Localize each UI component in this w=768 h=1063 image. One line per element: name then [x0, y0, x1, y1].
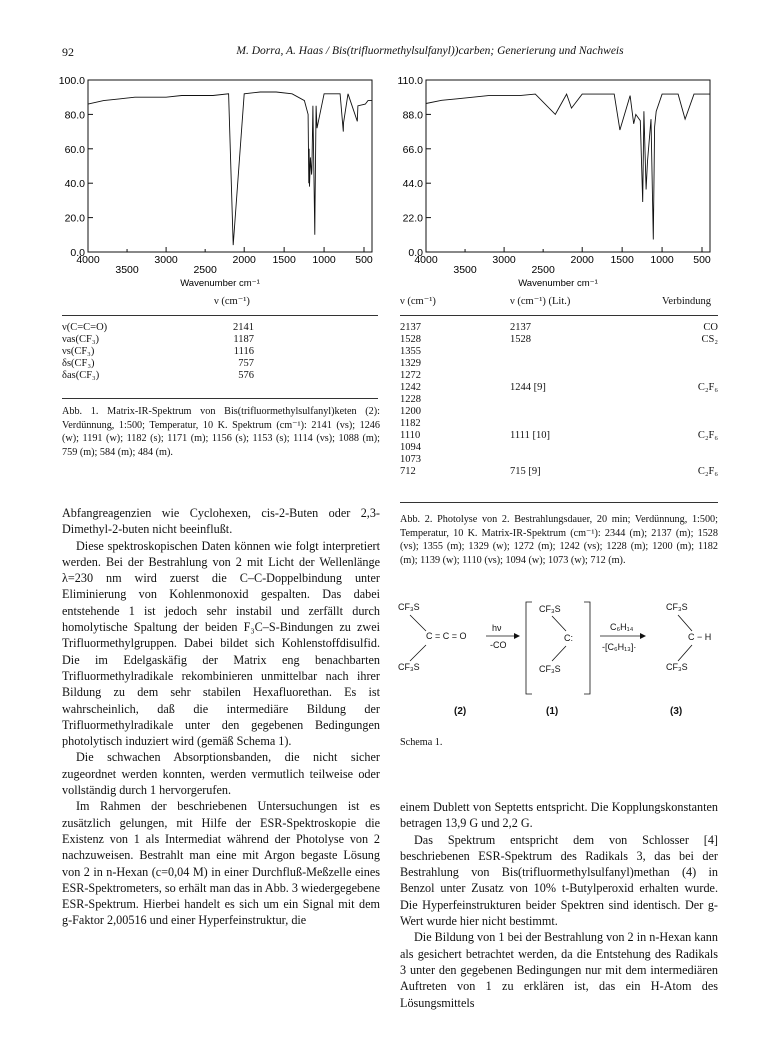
table-cell: 1182: [400, 418, 421, 429]
table-2-header: [400, 296, 718, 308]
table-cell: 1228: [400, 394, 421, 405]
x-tick-label: 3500: [115, 264, 139, 276]
x-tick-label: 500: [693, 254, 711, 266]
y-tick-label: 110.0: [397, 75, 423, 87]
table-row: [400, 334, 718, 346]
x-tick-label: 500: [355, 254, 373, 266]
wavenumber-value: 576: [238, 370, 254, 381]
compound-3-label: (3): [670, 706, 683, 717]
table-row: [62, 322, 378, 334]
table-cell: 715 [9]: [510, 466, 541, 477]
figure-2-caption: Abb. 2. Photolyse von 2. Bestrahlungsdauer, 20 min; Verdünnung, 1:500; Temperatur, 10 K. Matrix-IR-Spektrum (cm⁻¹): 2344 (m); 2137 (m); 1528 (vs); 1355 (m); 1329 (w); 1272 (m); 1242 (vs); 1228 (m); 1200 (m); 1182 (m); 1139 (w); 1110 (vs); 1094 (w); 1073 (w); 712 (m).: [400, 514, 718, 566]
table-cell: 1242: [400, 382, 421, 393]
table-cell: 1110: [400, 430, 421, 441]
y-tick-label: 80.0: [64, 109, 85, 122]
paragraph: Abfangreagenzien wie Cyclohexen, cis-2-Buten oder 2,3-Dimethyl-2-buten nicht beeinflußt.: [62, 506, 380, 537]
x-axis-label: Wavenumber cm⁻¹: [518, 278, 598, 289]
table-cell: C₂F₆: [697, 430, 718, 441]
table-row: [400, 394, 718, 406]
table-cell: [662, 346, 718, 358]
table-cell: 1272: [400, 370, 421, 381]
x-tick-label: 1000: [312, 254, 336, 266]
table-cell: [662, 370, 718, 382]
page-number: 92: [62, 45, 74, 59]
x-tick-label: 1500: [610, 254, 634, 266]
x-tick-label: 2500: [531, 264, 555, 276]
table-2-col-3: Verbindung: [662, 296, 711, 307]
table-row: [62, 370, 378, 382]
table-1-body: [62, 322, 378, 382]
x-axis-label: Wavenumber cm⁻¹: [180, 278, 260, 289]
x-tick-label: 3000: [492, 254, 516, 266]
plot-frame: [88, 80, 372, 252]
compound-2-label: (2): [454, 706, 467, 717]
table-cell: [662, 358, 718, 370]
x-tick-label: 1000: [650, 254, 674, 266]
paragraph: Im Rahmen der beschriebenen Untersuchungen ist es zusätzlich gelungen, mit Hilfe der ESR-Spektroskopie die Existenz von 1 als Intermediat während der Photolyse von 2 nachzuweisen. Bestrahlt man eine mit Argon begaste Lösung von 2 in n-Hexan (c=0,04 M) in einer Durchfluß-Meßzelle eines ESR-Spektrometers, so erhält man das in Abb. 3 wiedergegebene ESR-Spektrum. Hierbei handelt es sich um ein Signal mit dem g-Faktor 2,00516 und einer Hyperfeinstruktur, die: [62, 799, 380, 928]
hexane-label: C₆H₁₄: [610, 622, 634, 632]
x-tick-label: 2500: [193, 264, 217, 276]
table-cell: C₂F₆: [697, 466, 718, 477]
y-tick-label: 88.0: [402, 109, 423, 122]
cf3s-label: CF₃S: [398, 662, 420, 672]
y-tick-label: 22.0: [402, 212, 423, 225]
wavenumber-value: 757: [238, 358, 254, 369]
table-row: [62, 346, 378, 358]
table-row: [400, 454, 718, 466]
table-cell: [510, 358, 662, 370]
table-cell: [510, 418, 662, 430]
paragraph: Die Bildung von 1 bei der Bestrahlung von 2 in n-Hexan kann als gesichert betrachtet werden, da die Entstehung des Radikals 3 unter den gegebenen Bedingungen nur mit dem intermediären Auftreten von 1 zu erklären ist, das ein H-Atom des Lösungsmittels: [400, 930, 718, 1010]
table-cell: [662, 442, 718, 454]
left-column-text: [62, 505, 380, 929]
table-cell: 1073: [400, 454, 421, 465]
ir-spectrum-chart-1: [40, 68, 380, 300]
table-cell: CO: [703, 322, 718, 333]
hv-label: hν: [492, 623, 502, 633]
vibration-label: νs(CF₃): [62, 346, 95, 357]
y-tick-label: 0.0: [408, 247, 423, 259]
y-tick-label: 66.0: [402, 143, 423, 156]
table-cell: 1244 [9]: [510, 382, 546, 393]
hexyl-label: -[C₆H₁₃]·: [602, 642, 637, 652]
table-cell: [510, 394, 662, 406]
table-2-col-2: ν (cm⁻¹) (Lit.): [510, 296, 571, 307]
table-cell: C₂F₆: [697, 382, 718, 393]
table-row: [400, 418, 718, 430]
figure-1-caption: Abb. 1. Matrix-IR-Spektrum von Bis(trifluormethylsulfanyl)keten (2): Verdünnung, 1:500; Temperatur, 10 K. Spektrum (cm⁻¹): 2141 (vs); 1246 (w); 1191 (w); 1182 (s); 1171 (m); 1156 (s); 1153 (s); 1114 (vs); 1088 (m); 759 (m); 584 (m); 484 (m).: [62, 406, 380, 458]
y-tick-label: 40.0: [64, 178, 85, 191]
table-cell: CS₂: [701, 334, 718, 345]
table-1-col-header: ν (cm⁻¹): [214, 296, 250, 307]
x-tick-label: 4000: [414, 254, 438, 266]
cf3s-label: CF₃S: [539, 664, 561, 674]
x-tick-label: 3000: [154, 254, 178, 266]
table-cell: 1111 [10]: [510, 430, 550, 441]
table-cell: [662, 406, 718, 418]
running-title: M. Dorra, A. Haas / Bis(trifluormethylsulfanyl))carben; Generierung und Nachweis: [236, 45, 624, 57]
table-2-col-1: ν (cm⁻¹): [400, 296, 436, 307]
minus-co-label: -CO: [490, 640, 507, 650]
table-cell: 2137: [400, 322, 421, 333]
table-row: [400, 406, 718, 418]
x-tick-label: 3500: [453, 264, 477, 276]
table-row: [400, 346, 718, 358]
table-cell: [662, 394, 718, 406]
table-row: [400, 322, 718, 334]
table-row: [400, 466, 718, 478]
paragraph: einem Dublett von Septetts entspricht. Die Kopplungskonstanten betragen 13,9 G und 2,2 G.: [400, 800, 718, 831]
carbene-carbon: C:: [564, 633, 573, 643]
cf3s-label: CF₃S: [666, 602, 688, 612]
table-cell: [662, 418, 718, 430]
table-cell: [510, 442, 662, 454]
table-cell: [510, 406, 662, 418]
radical-carbon: C − H: [688, 632, 712, 642]
table-cell: [662, 454, 718, 466]
table-cell: [510, 346, 662, 358]
table-1: [62, 296, 378, 308]
cf3s-label: CF₃S: [539, 604, 561, 614]
table-row: [400, 430, 718, 442]
schema-caption: Schema 1.: [400, 737, 443, 748]
table-cell: 1200: [400, 406, 421, 417]
ketene-formula: C = C = O: [426, 631, 467, 641]
x-tick-label: 4000: [76, 254, 100, 266]
y-tick-label: 0.0: [70, 247, 85, 259]
x-tick-label: 2000: [570, 254, 594, 266]
x-tick-label: 2000: [232, 254, 256, 266]
y-tick-label: 60.0: [64, 143, 85, 156]
table-row: [400, 370, 718, 382]
table-row: [62, 358, 378, 370]
table-cell: 1355: [400, 346, 421, 357]
wavenumber-value: 1187: [233, 334, 254, 345]
y-tick-label: 44.0: [402, 178, 423, 191]
table-row: [400, 442, 718, 454]
compound-1-label: (1): [546, 706, 559, 717]
paragraph: Diese spektroskopischen Daten können wie folgt interpretiert werden. Bei der Bestrahlung von 2 mit Licht der Wellenlänge λ=230 nm wird zuerst die C–C-Doppelbindung unter Eliminierung von Kohlenmonoxid gespalten. Das dabei entstehende 1 ist jedoch sehr instabil und zerfällt durch homolytische Spaltung der beiden F₃C–S-Bindungen zu zwei Trifluormethylgruppen. Dabei bildet sich Kohlenstoffdisulfid. Die im Edelgaskäfig der Matrix eng benachbarten Trifluormethylradikale rekombinieren unmittelbar nach ihrer Bildung zu dem sehr stabilen Hexafluorethan. Es ist wahrscheinlich, daß die intermediäre Bildung der Trifluormethylradikale unter den gegebenen Bedingungen photolytisch induziert wird (gemäß Schema 1).: [62, 538, 380, 749]
paragraph: Die schwachen Absorptionsbanden, die nicht sicher zugeordnet werden konnten, werden vermutlich teilweise oder vollständig durch 1 hervorgerufen.: [62, 750, 380, 798]
wavenumber-value: 2141: [233, 322, 254, 333]
vibration-label: δs(CF₃): [62, 358, 95, 369]
y-tick-label: 20.0: [64, 212, 85, 225]
table-cell: 1094: [400, 442, 421, 453]
table-2-body: [400, 322, 718, 478]
table-cell: [510, 454, 662, 466]
plot-frame: [426, 80, 710, 252]
x-tick-label: 1500: [272, 254, 296, 266]
table-cell: [510, 370, 662, 382]
ir-spectrum-chart-2: [378, 68, 718, 300]
table-cell: 2137: [510, 322, 531, 333]
spectrum-line: [88, 92, 372, 245]
spectrum-line: [426, 94, 710, 239]
table-cell: 1528: [510, 334, 531, 345]
vibration-label: ν(C=C=O): [62, 322, 108, 333]
vibration-label: δas(CF₃): [62, 370, 100, 381]
table-cell: 1329: [400, 358, 421, 369]
table-row: [400, 382, 718, 394]
table-cell: 712: [400, 466, 416, 477]
wavenumber-value: 1116: [233, 346, 254, 357]
reaction-scheme: [396, 598, 722, 728]
right-column-text: [400, 799, 718, 1011]
table-row: [62, 334, 378, 346]
y-tick-label: 100.0: [58, 75, 85, 87]
vibration-label: νas(CF₃): [62, 334, 99, 345]
cf3s-label: CF₃S: [398, 602, 420, 612]
paragraph: Das Spektrum entspricht dem von Schlosser [4] beschriebenen ESR-Spektrum des Radikals 3, das bei der Bestrahlung von Bis(trifluormethylsulfanyl)methan (4) in Benzol unter Zusatz von 10% t-Butylperoxid erhalten wurde. Die Hyperfeinstrukturen beider Spektren sind identisch. Der g-Wert wurde hier nicht bestimmt.: [400, 832, 718, 929]
cf3s-label: CF₃S: [666, 662, 688, 672]
table-cell: 1528: [400, 334, 421, 345]
table-row: [400, 358, 718, 370]
